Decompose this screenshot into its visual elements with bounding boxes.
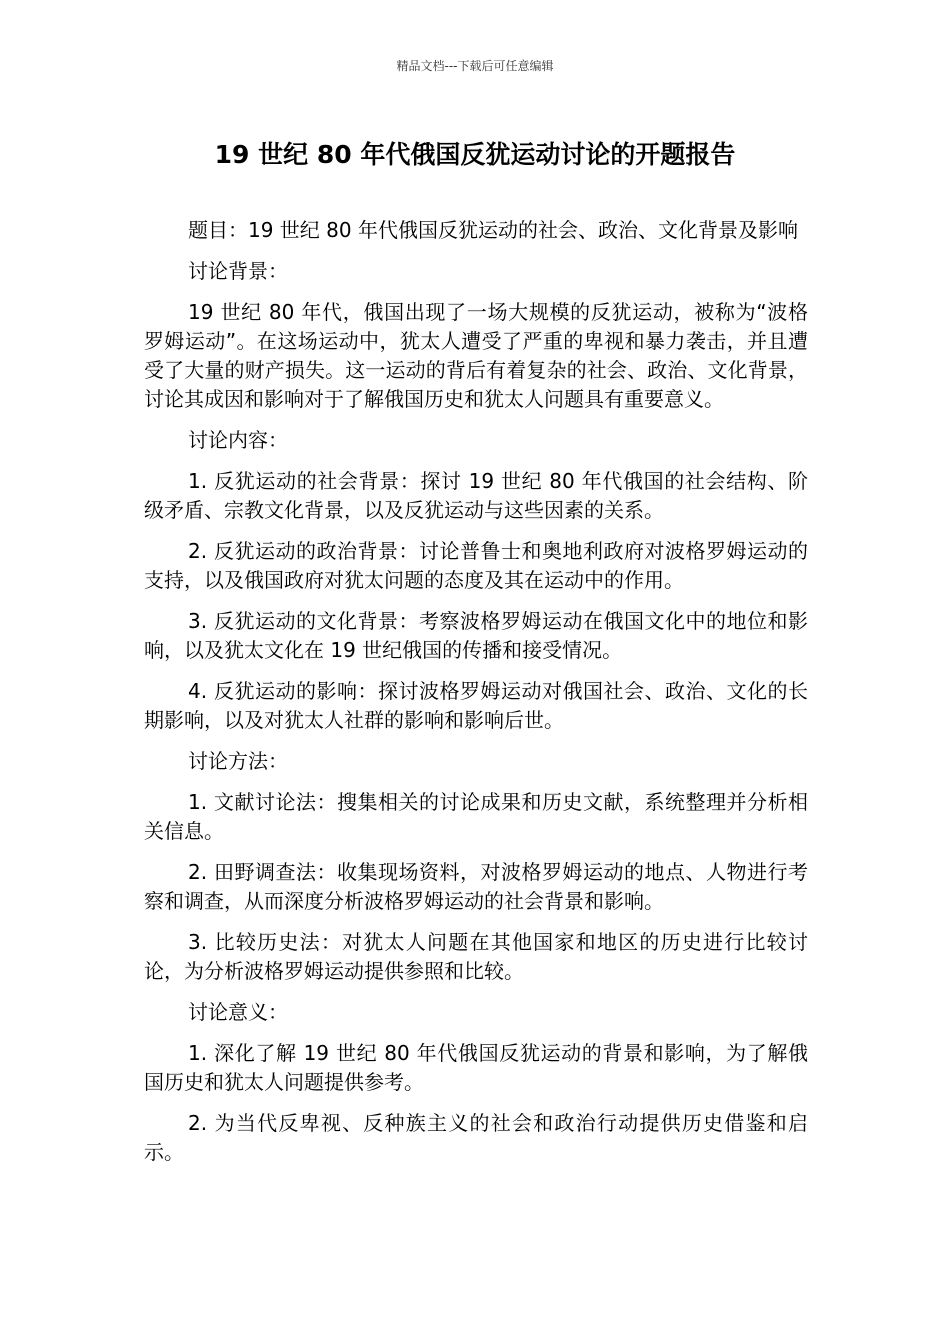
topic-paragraph: 题目：19 世纪 80 年代俄国反犹运动的社会、政治、文化背景及影响 (188, 218, 798, 242)
content-heading: 讨论内容： (188, 428, 288, 452)
method-item-1: 1. 文献讨论法：搜集相关的讨论成果和历史文献，系统整理并分析相关信息。 (144, 790, 808, 843)
background-heading: 讨论背景： (188, 259, 288, 283)
content-item-3: 3. 反犹运动的文化背景：考察波格罗姆运动在俄国文化中的地位和影响，以及犹太文化在 19 世纪俄国的传播和接受情况。 (144, 609, 808, 662)
method-item-2: 2. 田野调查法：收集现场资料，对波格罗姆运动的地点、人物进行考察和调查，从而深度分析波格罗姆运动的社会背景和影响。 (144, 860, 808, 913)
document-title: 19 世纪 80 年代俄国反犹运动讨论的开题报告 (214, 140, 736, 169)
document-body (144, 216, 808, 1179)
content-item-4: 4. 反犹运动的影响：探讨波格罗姆运动对俄国社会、政治、文化的长期影响，以及对犹太人社群的影响和影响后世。 (144, 679, 808, 732)
content-item-2: 2. 反犹运动的政治背景：讨论普鲁士和奥地利政府对波格罗姆运动的支持，以及俄国政府对犹太问题的态度及其在运动中的作用。 (144, 539, 808, 592)
background-paragraph: 19 世纪 80 年代，俄国出现了一场大规模的反犹运动，被称为“波格罗姆运动”。在这场运动中，犹太人遭受了严重的卑视和暴力袭击，并且遭受了大量的财产损失。这一运动的背后有着复杂的社会、政治、文化背景，讨论其成因和影响对于了解俄国历史和犹太人问题具有重要意义。 (144, 300, 808, 411)
page-header-note: 精品文档---下载后可任意编辑 (396, 59, 554, 73)
method-item-3: 3. 比较历史法：对犹太人问题在其他国家和地区的历史进行比较讨论，为分析波格罗姆运动提供参照和比较。 (144, 930, 808, 983)
method-heading: 讨论方法： (188, 749, 288, 773)
significance-item-2: 2. 为当代反卑视、反种族主义的社会和政治行动提供历史借鉴和启示。 (144, 1111, 808, 1164)
significance-item-1: 1. 深化了解 19 世纪 80 年代俄国反犹运动的背景和影响，为了解俄国历史和犹太人问题提供参考。 (144, 1041, 808, 1094)
significance-heading: 讨论意义： (188, 1000, 288, 1024)
content-item-1: 1. 反犹运动的社会背景：探讨 19 世纪 80 年代俄国的社会结构、阶级矛盾、宗教文化背景，以及反犹运动与这些因素的关系。 (144, 469, 808, 522)
